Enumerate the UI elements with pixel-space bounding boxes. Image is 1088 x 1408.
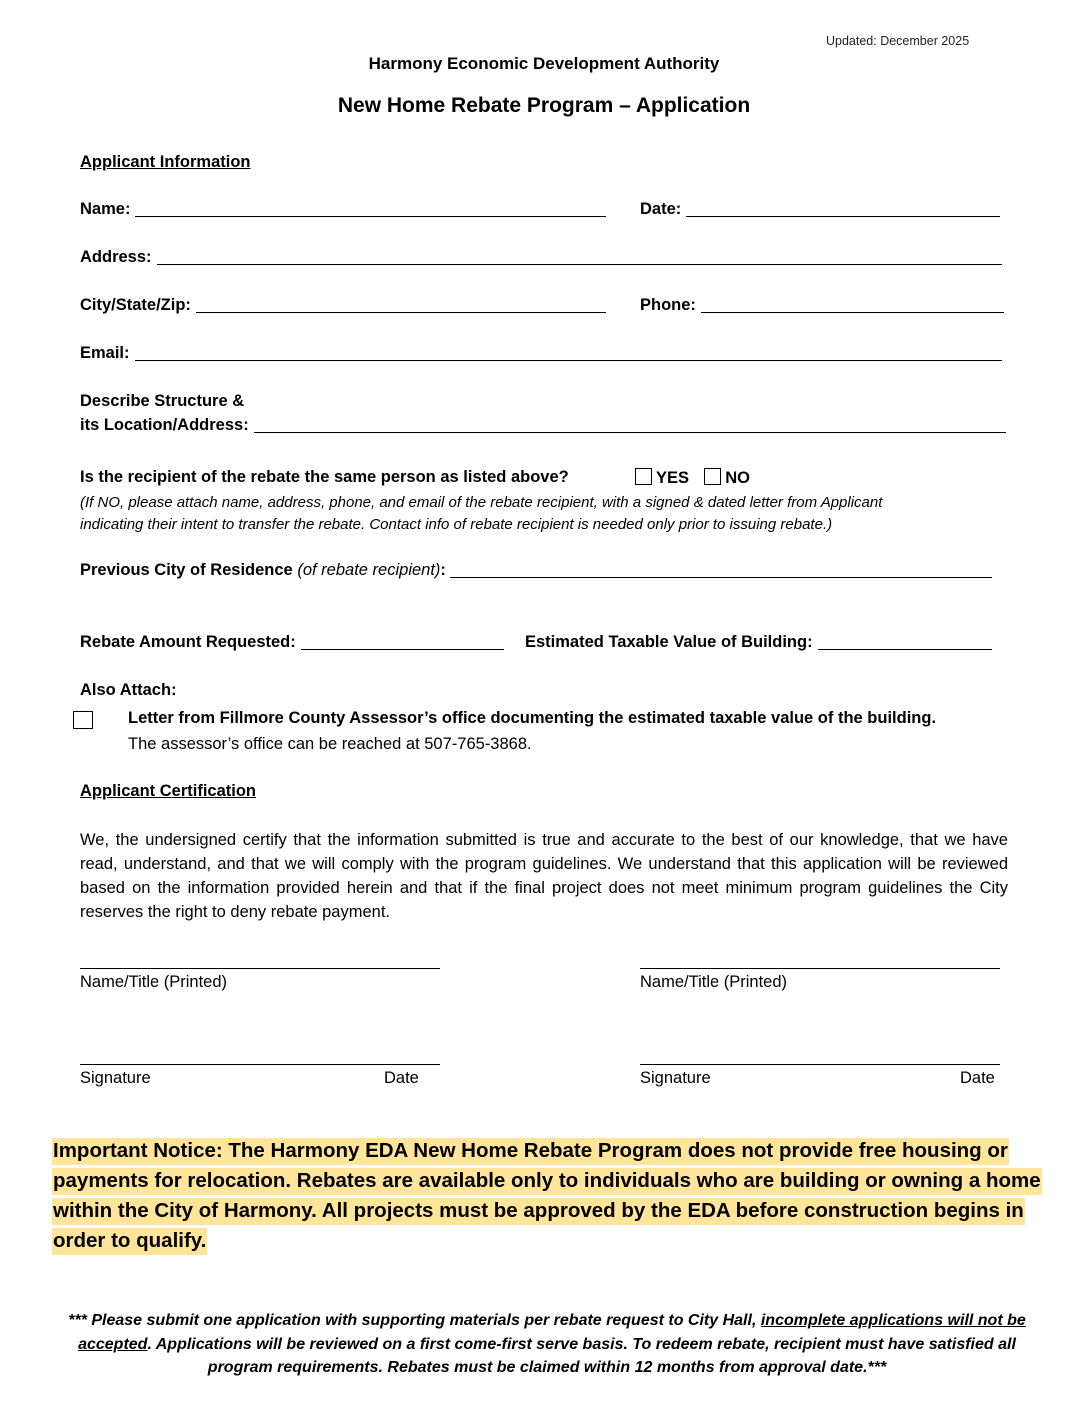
recipient-note-line2: indicating their intent to transfer the rebate. Contact info of rebate recipient is needed only prior to issuing rebate.) (80, 516, 833, 533)
signer2-signature-line[interactable] (640, 1064, 1000, 1065)
city-state-zip-field[interactable] (196, 298, 606, 313)
page-title: New Home Rebate Program – Application (337, 94, 751, 117)
city-state-zip-label: City/State/Zip: (80, 296, 191, 314)
city-state-zip-field-row (80, 296, 606, 315)
email-field-row (80, 344, 1002, 363)
assessor-letter-checkbox[interactable] (73, 711, 93, 729)
footer-text-part1: *** Please submit one application with supporting materials per rebate request to City Hall, (68, 1312, 761, 1329)
email-field[interactable] (135, 346, 1002, 361)
address-label: Address: (80, 248, 152, 266)
structure-location-field[interactable] (254, 418, 1006, 433)
phone-field[interactable] (701, 298, 1004, 313)
assessor-contact-note: The assessor’s office can be reached at 507-765-3868. (128, 735, 532, 753)
previous-city-label-text: Previous City of Residence (80, 561, 293, 579)
no-label: NO (725, 469, 750, 487)
no-checkbox[interactable] (704, 468, 721, 485)
rebate-amount-field-row (80, 633, 504, 652)
signer1-signature-line[interactable] (80, 1064, 440, 1065)
previous-city-label (80, 561, 446, 580)
structure-label-line2: its Location/Address: (80, 416, 249, 434)
structure-label-line1: Describe Structure & (80, 392, 245, 410)
name-label: Name: (80, 200, 131, 218)
recipient-note-line1: (If NO, please attach name, address, phone, and email of the rebate recipient, with a signed & dated letter from Applicant (80, 494, 883, 511)
date-field[interactable] (686, 202, 1000, 217)
email-label: Email: (80, 344, 130, 362)
taxable-value-field-row (525, 633, 992, 652)
section-heading-applicant-certification: Applicant Certification (80, 782, 257, 800)
yes-label: YES (656, 469, 690, 487)
signer1-signature-label: Signature (80, 1069, 151, 1087)
signer2-name-line[interactable] (640, 968, 1000, 969)
previous-city-field[interactable] (450, 563, 992, 578)
signer2-signature-label: Signature (640, 1069, 711, 1087)
assessor-letter-item: Letter from Fillmore County Assessor’s office documenting the estimated taxable value of the building. (128, 709, 937, 727)
recipient-options (635, 468, 750, 488)
organization-name: Harmony Economic Development Authority (368, 54, 720, 73)
taxable-value-label: Estimated Taxable Value of Building: (525, 633, 813, 651)
phone-field-row (640, 296, 1004, 315)
footer-text-part2: . Applications will be reviewed on a first come-first serve basis. To redeem rebate, recipient must have satisfied all program requirements. Rebates must be claimed within 12 months from approval date.*** (147, 1335, 1016, 1376)
date-label: Date: (640, 200, 682, 218)
previous-city-field-row (80, 561, 992, 580)
previous-city-label-qualifier: (of rebate recipient) (297, 561, 441, 579)
certification-statement: We, the undersigned certify that the information submitted is true and accurate to the best of our knowledge, that we have read, understand, and that we will comply with the program guidelines. We understand that this application will be reviewed based on the information provided herein and that if the final project does not meet minimum program guidelines the City reserves the right to deny rebate payment. (80, 831, 1008, 921)
phone-label: Phone: (640, 296, 696, 314)
previous-city-label-colon: : (440, 561, 446, 579)
recipient-question: Is the recipient of the rebate the same person as listed above? (80, 468, 569, 486)
structure-field-row (80, 416, 1006, 435)
date-field-row (640, 200, 1000, 219)
footer-underlined-text: incomplete applications will not be accepted (78, 1312, 1026, 1353)
signer2-date-label: Date (960, 1069, 995, 1087)
address-field-row (80, 248, 1002, 267)
submission-instructions (52, 1309, 1042, 1380)
yes-checkbox[interactable] (635, 468, 652, 485)
rebate-amount-label: Rebate Amount Requested: (80, 633, 296, 651)
address-field[interactable] (157, 250, 1002, 265)
taxable-value-field[interactable] (818, 635, 992, 650)
section-heading-applicant-information: Applicant Information (80, 153, 251, 171)
rebate-amount-field[interactable] (301, 635, 504, 650)
important-notice-text: Important Notice: The Harmony EDA New Home Rebate Program does not provide free housing or payments for relocation. Rebates are available only to individuals who are building or owning a home within the City of Harmony. All projects must be approved by the EDA before construction begins in order to qualify. (52, 1138, 1042, 1255)
name-field-row (80, 200, 606, 219)
also-attach-heading: Also Attach: (80, 681, 177, 699)
name-field[interactable] (135, 202, 606, 217)
signer2-name-label: Name/Title (Printed) (640, 973, 788, 991)
updated-date: Updated: December 2025 (826, 34, 970, 48)
signer1-date-label: Date (384, 1069, 419, 1087)
important-notice (52, 1136, 1052, 1256)
signer1-name-line[interactable] (80, 968, 440, 969)
signer1-name-label: Name/Title (Printed) (80, 973, 228, 991)
